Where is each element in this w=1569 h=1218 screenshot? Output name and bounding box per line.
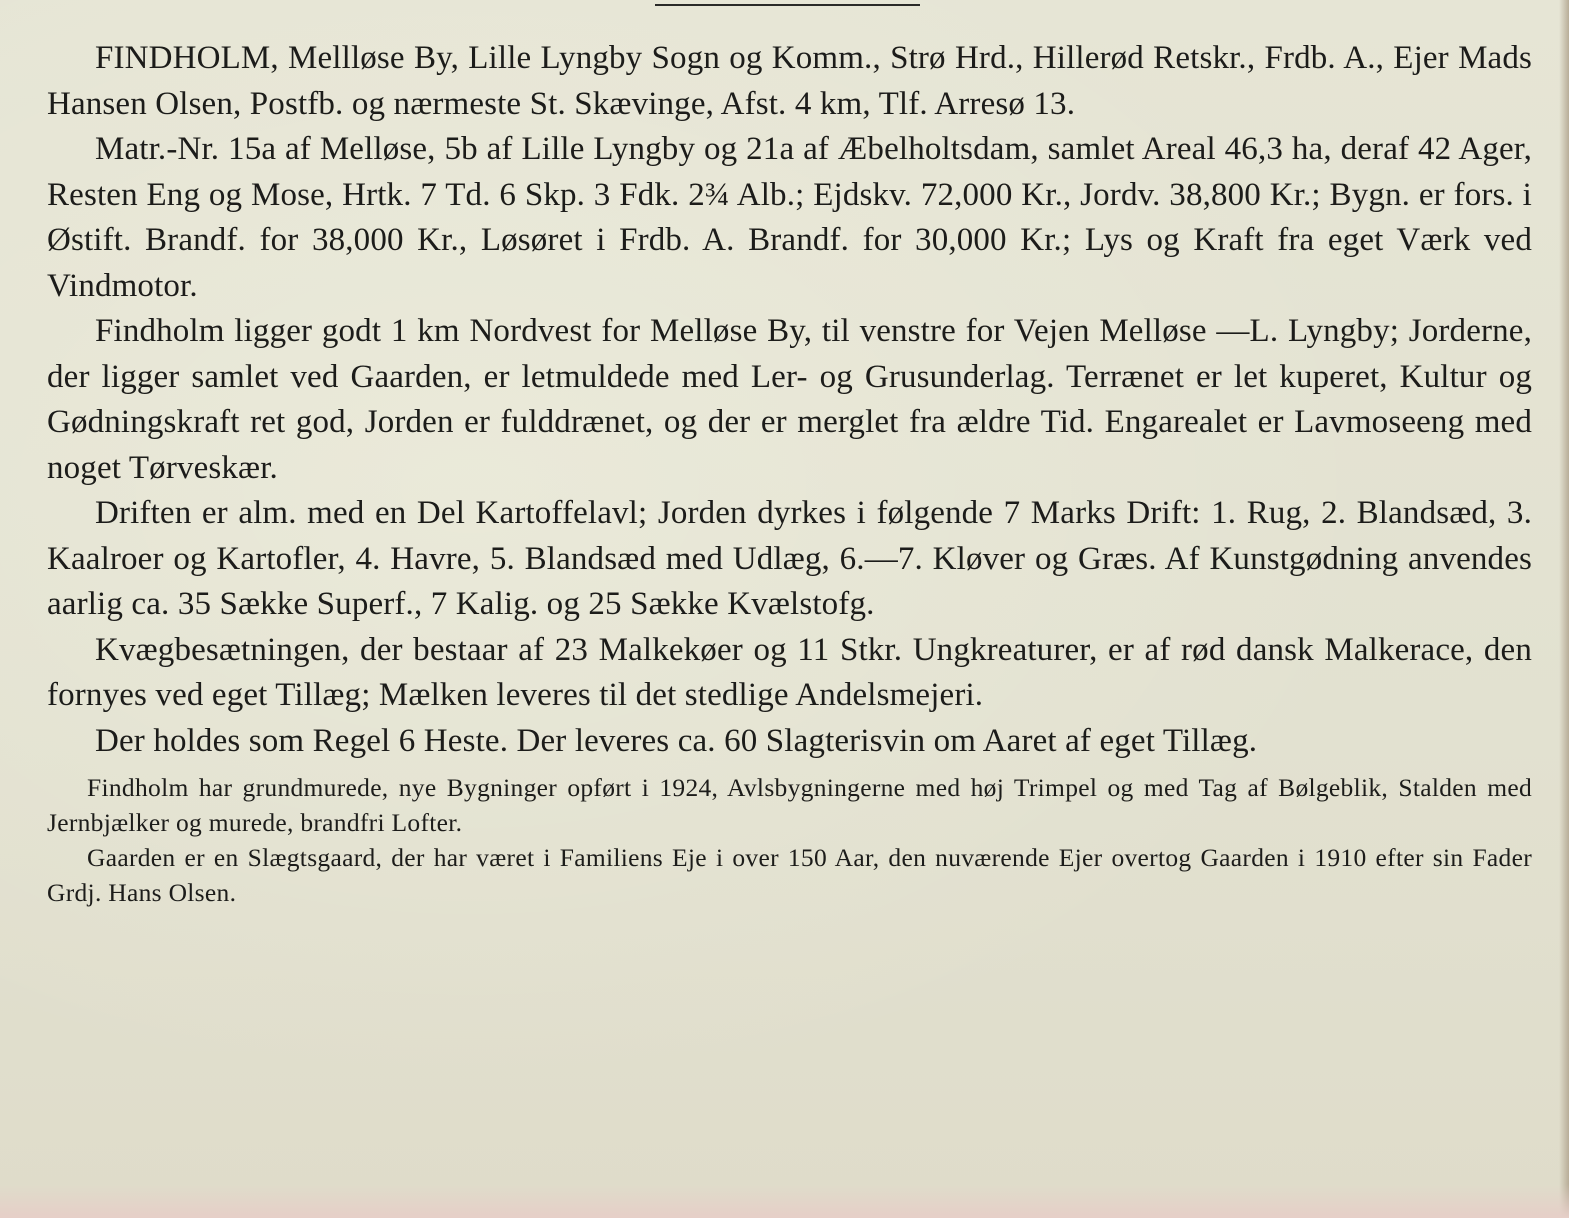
page-edge-right: [1559, 0, 1569, 1218]
paragraph-horses: Der holdes som Regel 6 Heste. Der leveres ca. 60 Slagterisvin om Aaret af eget Tillæg.: [95, 722, 1258, 759]
text-body: [47, 36, 1532, 910]
note-buildings: Findholm har grundmurede, nye Bygninger opført i 1924, Avlsbygningerne med høj Trimpel og med Tag af Bølgeblik, Stalden med Jernbjælker og murede, brandfri Lofter.: [47, 773, 1532, 837]
paragraph-cattle: Kvægbesætningen, der bestaar af 23 Malkekøer og 11 Stkr. Ungkreaturer, er af rød dansk Malkerace, den fornyes ved eget Tillæg; Mælken leveres til det stedlige Andelsmejeri.: [47, 631, 1532, 713]
top-rule: [655, 4, 920, 6]
paragraph-farming: Driften er alm. med en Del Kartoffelavl; Jorden dyrkes i følgende 7 Marks Drift: 1. Rug, 2. Blandsæd, 3. Kaalroer og Kartofler, 4. Havre, 5. Blandsæd med Udlæg, 6.—7. Kløver og Græs. Af Kunstgødning anvendes aarlig ca. 35 Sække Superf., 7 Kalig. og 25 Sække Kvælstofg.: [47, 495, 1532, 622]
paragraph-location: Findholm ligger godt 1 km Nordvest for Melløse By, til venstre for Vejen Melløse —L. Lyngby; Jorderne, der ligger samlet ved Gaarden, er letmuldede med Ler- og Grusunderlag. Terrænet er let kuperet, Kultur og Gødningskraft ret god, Jorden er fulddrænet, og der er merglet fra ældre Tid. Engarealet er Lavmoseeng med noget Tørveskær.: [47, 313, 1532, 486]
paragraph-header: FINDHOLM, Mellløse By, Lille Lyngby Sogn og Komm., Strø Hrd., Hillerød Retskr., Frdb. A., Ejer Mads Hansen Olsen, Postfb. og nærmeste St. Skævinge, Afst. 4 km, Tlf. Arresø 13.: [47, 40, 1532, 122]
page-edge-bottom: [0, 1184, 1569, 1218]
paragraph-registry: Matr.-Nr. 15a af Melløse, 5b af Lille Lyngby og 21a af Æbelholtsdam, samlet Areal 46,3 ha, deraf 42 Ager, Resten Eng og Mose, Hrtk. 7 Td. 6 Skp. 3 Fdk. 2¾ Alb.; Ejdskv. 72,000 Kr., Jordv. 38,800 Kr.; Bygn. er fors. i Østift. Brandf. for 38,000 Kr., Løsøret i Frdb. A. Brandf. for 30,000 Kr.; Lys og Kraft fra eget Værk ved Vindmotor.: [47, 131, 1532, 304]
note-family-farm: Gaarden er en Slægtsgaard, der har været i Familiens Eje i over 150 Aar, den nuværende Ejer overtog Gaarden i 1910 efter sin Fader Grdj. Hans Olsen.: [47, 843, 1532, 907]
